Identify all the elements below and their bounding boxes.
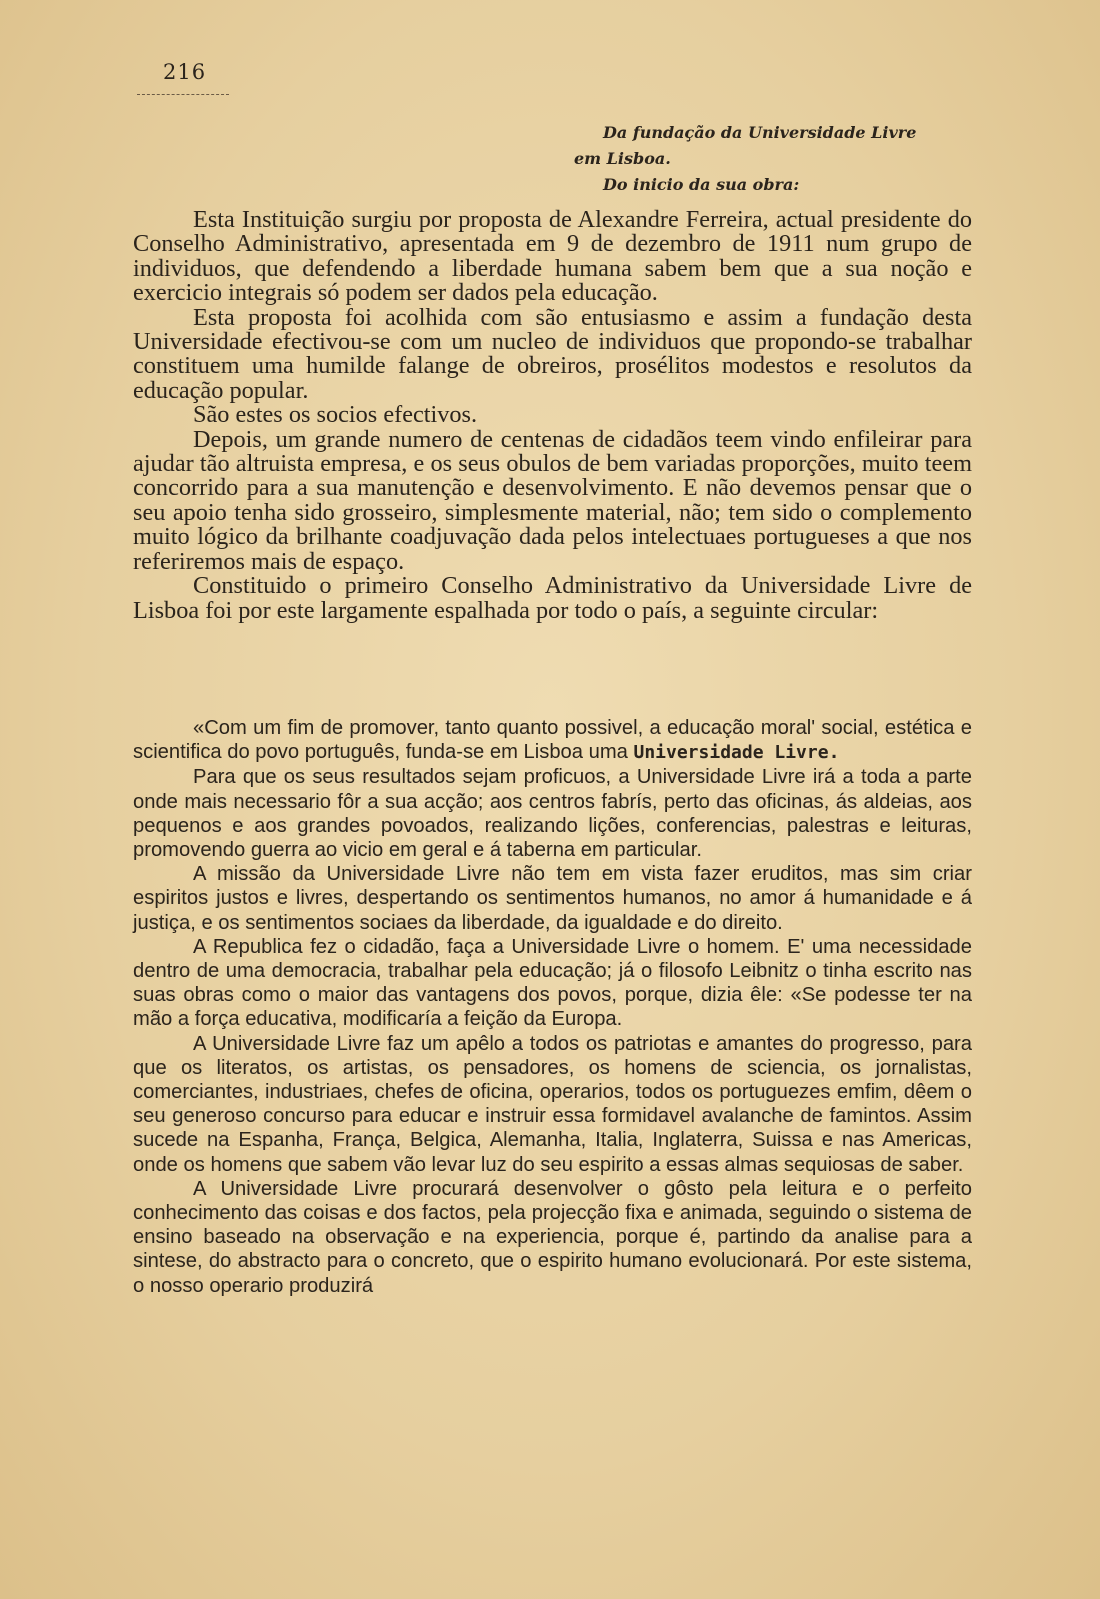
paragraph: São estes os socios efectivos.: [193, 401, 478, 429]
paragraph: Esta proposta foi acolhida com são entusiasmo e assim a fundação desta Universidade efectivou-se com um nucleo de individuos que propondo-se trabalhar constituem uma humilde falange de obreiros, prosélitos modestos e resolutos da educação popular.: [133, 303, 972, 404]
circular-intro: «Com um fim de promover, tanto quanto possivel, a educação moral' social, estética e scientifica do povo português, funda-se em Lisboa uma: [133, 717, 972, 764]
circular-paragraph: A Republica fez o cidadão, faça a Universidade Livre o homem. E' uma necessidade dentro de uma democracia, trabalhar pela educação; já o filosofo Leibnitz o tinha escrito nas suas obras como o maior das vantagens dos povos, porque, dizia êle: «Se podesse ter na mão a força educativa, modificaría a feição da Europa.: [133, 935, 972, 1031]
paragraph: Depois, um grande numero de centenas de cidadãos teem vindo enfileirar para ajudar tão altruista empresa, e os seus obulos de bem variadas proporções, muito teem concorrido para a sua manutenção e desenvolvimento. E não devemos pensar que o seu apoio tenha sido grosseiro, simplesmente material, não; tem sido o complemento muito lógico da brilhante coadjuvação dada pelos intelectuaes portugueses a que nos referiremos mais de espaço.: [133, 425, 972, 575]
page-number: 216: [163, 60, 207, 84]
circular-text: [133, 716, 972, 1298]
heading-line-2: em Lisboa.: [574, 149, 671, 168]
circular-paragraph: Para que os seus resultados sejam proficuos, a Universidade Livre irá a toda a parte onde mais necessario fôr a sua acção; aos centros fabrís, perto das oficinas, ás aldeias, aos pequenos e aos grandes povoados, realizando lições, conferencias, palestras e leituras, promovendo guerra ao vicio em geral e á taberna em particular.: [133, 766, 972, 862]
page-number-rule: [137, 94, 229, 95]
circular-paragraph: A Universidade Livre faz um apêlo a todos os patriotas e amantes do progresso, para que os literatos, os artistas, os pensadores, os homens de sciencia, os jornalistas, comerciantes, industriaes, chefes de oficina, operarios, todos os portuguezes emfim, dêem o seu generoso concurso para educar e instruir essa formidavel avalanche de famintos. Assim sucede na Espanha, França, Belgica, Alemanha, Italia, Inglaterra, Suissa e nas Americas, onde os homens que sabem vão levar luz do seu espirito a essas almas sequiosas de saber.: [133, 1032, 972, 1176]
body-text: [133, 208, 972, 623]
circular-bold-name: Universidade Livre.: [633, 742, 840, 764]
paragraph: Constituido o primeiro Conselho Administrativo da Universidade Livre de Lisboa foi por este largamente espalhada por todo o país, a seguinte circular:: [133, 572, 972, 624]
paragraph: Esta Instituição surgiu por proposta de Alexandre Ferreira, actual presidente do Conselho Administrativo, apresentada em 9 de dezembro de 1911 num grupo de individuos, que defendendo a liberdade humana sabem bem que a sua noção e exercicio integrais só podem ser dados pela educação.: [133, 206, 972, 307]
heading-line-3: Do inicio da sua obra:: [603, 175, 800, 194]
circular-paragraph: A Universidade Livre procurará desenvolver o gôsto pela leitura e o perfeito conhecimento das coisas e dos factos, pela projecção fixa e animada, seguindo o sistema de ensino baseado na observação e na experiencia, porque é, partindo da analise para a sintese, do abstracto para o concreto, que o espirito humano evolucionará. Por este sistema, o nosso operario produzirá: [133, 1177, 972, 1297]
heading-line-1: Da fundação da Universidade Livre: [603, 123, 917, 142]
circular-paragraph: [133, 716, 972, 765]
circular-paragraph: A missão da Universidade Livre não tem em vista fazer eruditos, mas sim criar espiritos justos e livres, despertando os sentimentos humanos, no amor á humanidade e á justiça, e os sentimentos sociaes da liberdade, da igualdade e do direito.: [133, 863, 972, 934]
